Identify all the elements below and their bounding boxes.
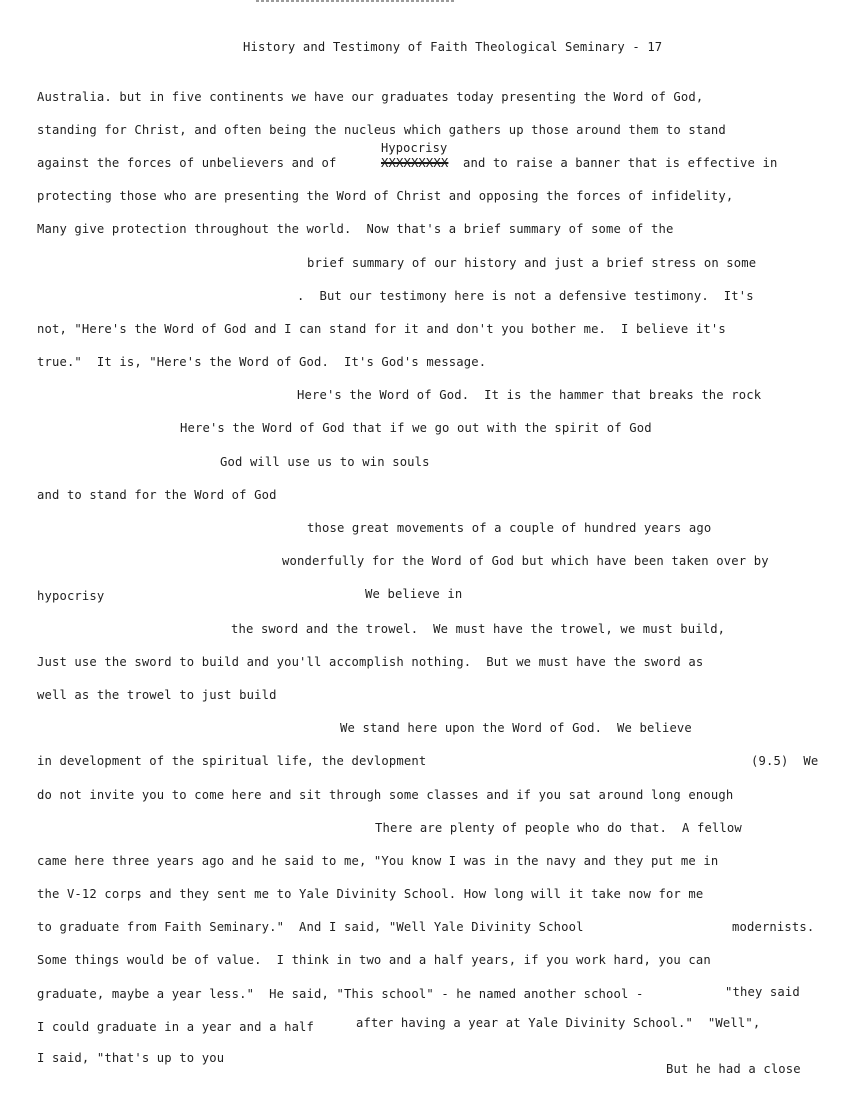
text-line: (9.5) We	[751, 754, 819, 768]
handwritten-insertion: Hypocrisy	[381, 141, 448, 155]
text-line: and to raise a banner that is effective in	[463, 156, 778, 170]
text-line: Just use the sword to build and you'll accomplish nothing. But we must have the sword as	[37, 655, 704, 669]
text-line: those great movements of a couple of hundred years ago	[307, 521, 712, 535]
text-line: brief summary of our history and just a brief stress on some	[307, 256, 757, 270]
text-line: in development of the spiritual life, the devlopment	[37, 754, 427, 768]
text-line: Here's the Word of God. It is the hammer that breaks the rock	[297, 388, 762, 402]
text-line: We stand here upon the Word of God. We believe	[340, 721, 692, 735]
text-line: Here's the Word of God that if we go out with the spirit of God	[180, 421, 652, 435]
text-line: graduate, maybe a year less." He said, "This school" - he named another school -	[37, 987, 644, 1001]
text-line: and to stand for the Word of God	[37, 488, 277, 502]
text-line: against the forces of unbelievers and of	[37, 156, 337, 170]
text-line: wonderfully for the Word of God but which have been taken over by	[282, 554, 769, 568]
text-line: hypocrisy	[37, 589, 105, 603]
text-line: protecting those who are presenting the Word of Christ and opposing the forces of infidelity,	[37, 189, 734, 203]
running-header: History and Testimony of Faith Theological Seminary - 17	[243, 40, 663, 54]
text-line: to graduate from Faith Seminary." And I said, "Well Yale Divinity School	[37, 920, 584, 934]
text-line: well as the trowel to just build	[37, 688, 277, 702]
text-line: do not invite you to come here and sit through some classes and if you sat around long enough	[37, 788, 734, 802]
text-line: God will use us to win souls	[220, 455, 430, 469]
text-line: true." It is, "Here's the Word of God. It's God's message.	[37, 355, 487, 369]
text-line: the sword and the trowel. We must have the trowel, we must build,	[231, 622, 726, 636]
text-line: modernists.	[732, 920, 815, 934]
text-line: I said, "that's up to you	[37, 1051, 225, 1065]
text-line: not, "Here's the Word of God and I can stand for it and don't you bother me. I believe it's	[37, 322, 726, 336]
text-line: Many give protection throughout the world. Now that's a brief summary of some of the	[37, 222, 674, 236]
text-line: after having a year at Yale Divinity School." "Well",	[356, 1016, 761, 1030]
text-line: . But our testimony here is not a defensive testimony. It's	[297, 289, 754, 303]
text-line: We believe in	[365, 587, 463, 601]
text-line: Some things would be of value. I think in two and a half years, if you work hard, you can	[37, 953, 711, 967]
top-edge-mark	[256, 0, 456, 2]
text-line: I could graduate in a year and a half	[37, 1020, 315, 1034]
text-line: But he had a close	[666, 1062, 801, 1076]
text-line: Australia. but in five continents we have our graduates today presenting the Word of God,	[37, 90, 704, 104]
struck-out-word: XXXXXXXXX	[381, 156, 449, 170]
text-line: came here three years ago and he said to me, "You know I was in the navy and they put me in	[37, 854, 719, 868]
text-line: "they said	[725, 985, 800, 999]
text-line: standing for Christ, and often being the nucleus which gathers up those around them to stand	[37, 123, 726, 137]
text-line: the V-12 corps and they sent me to Yale Divinity School. How long will it take now for me	[37, 887, 704, 901]
text-line: There are plenty of people who do that. A fellow	[375, 821, 742, 835]
